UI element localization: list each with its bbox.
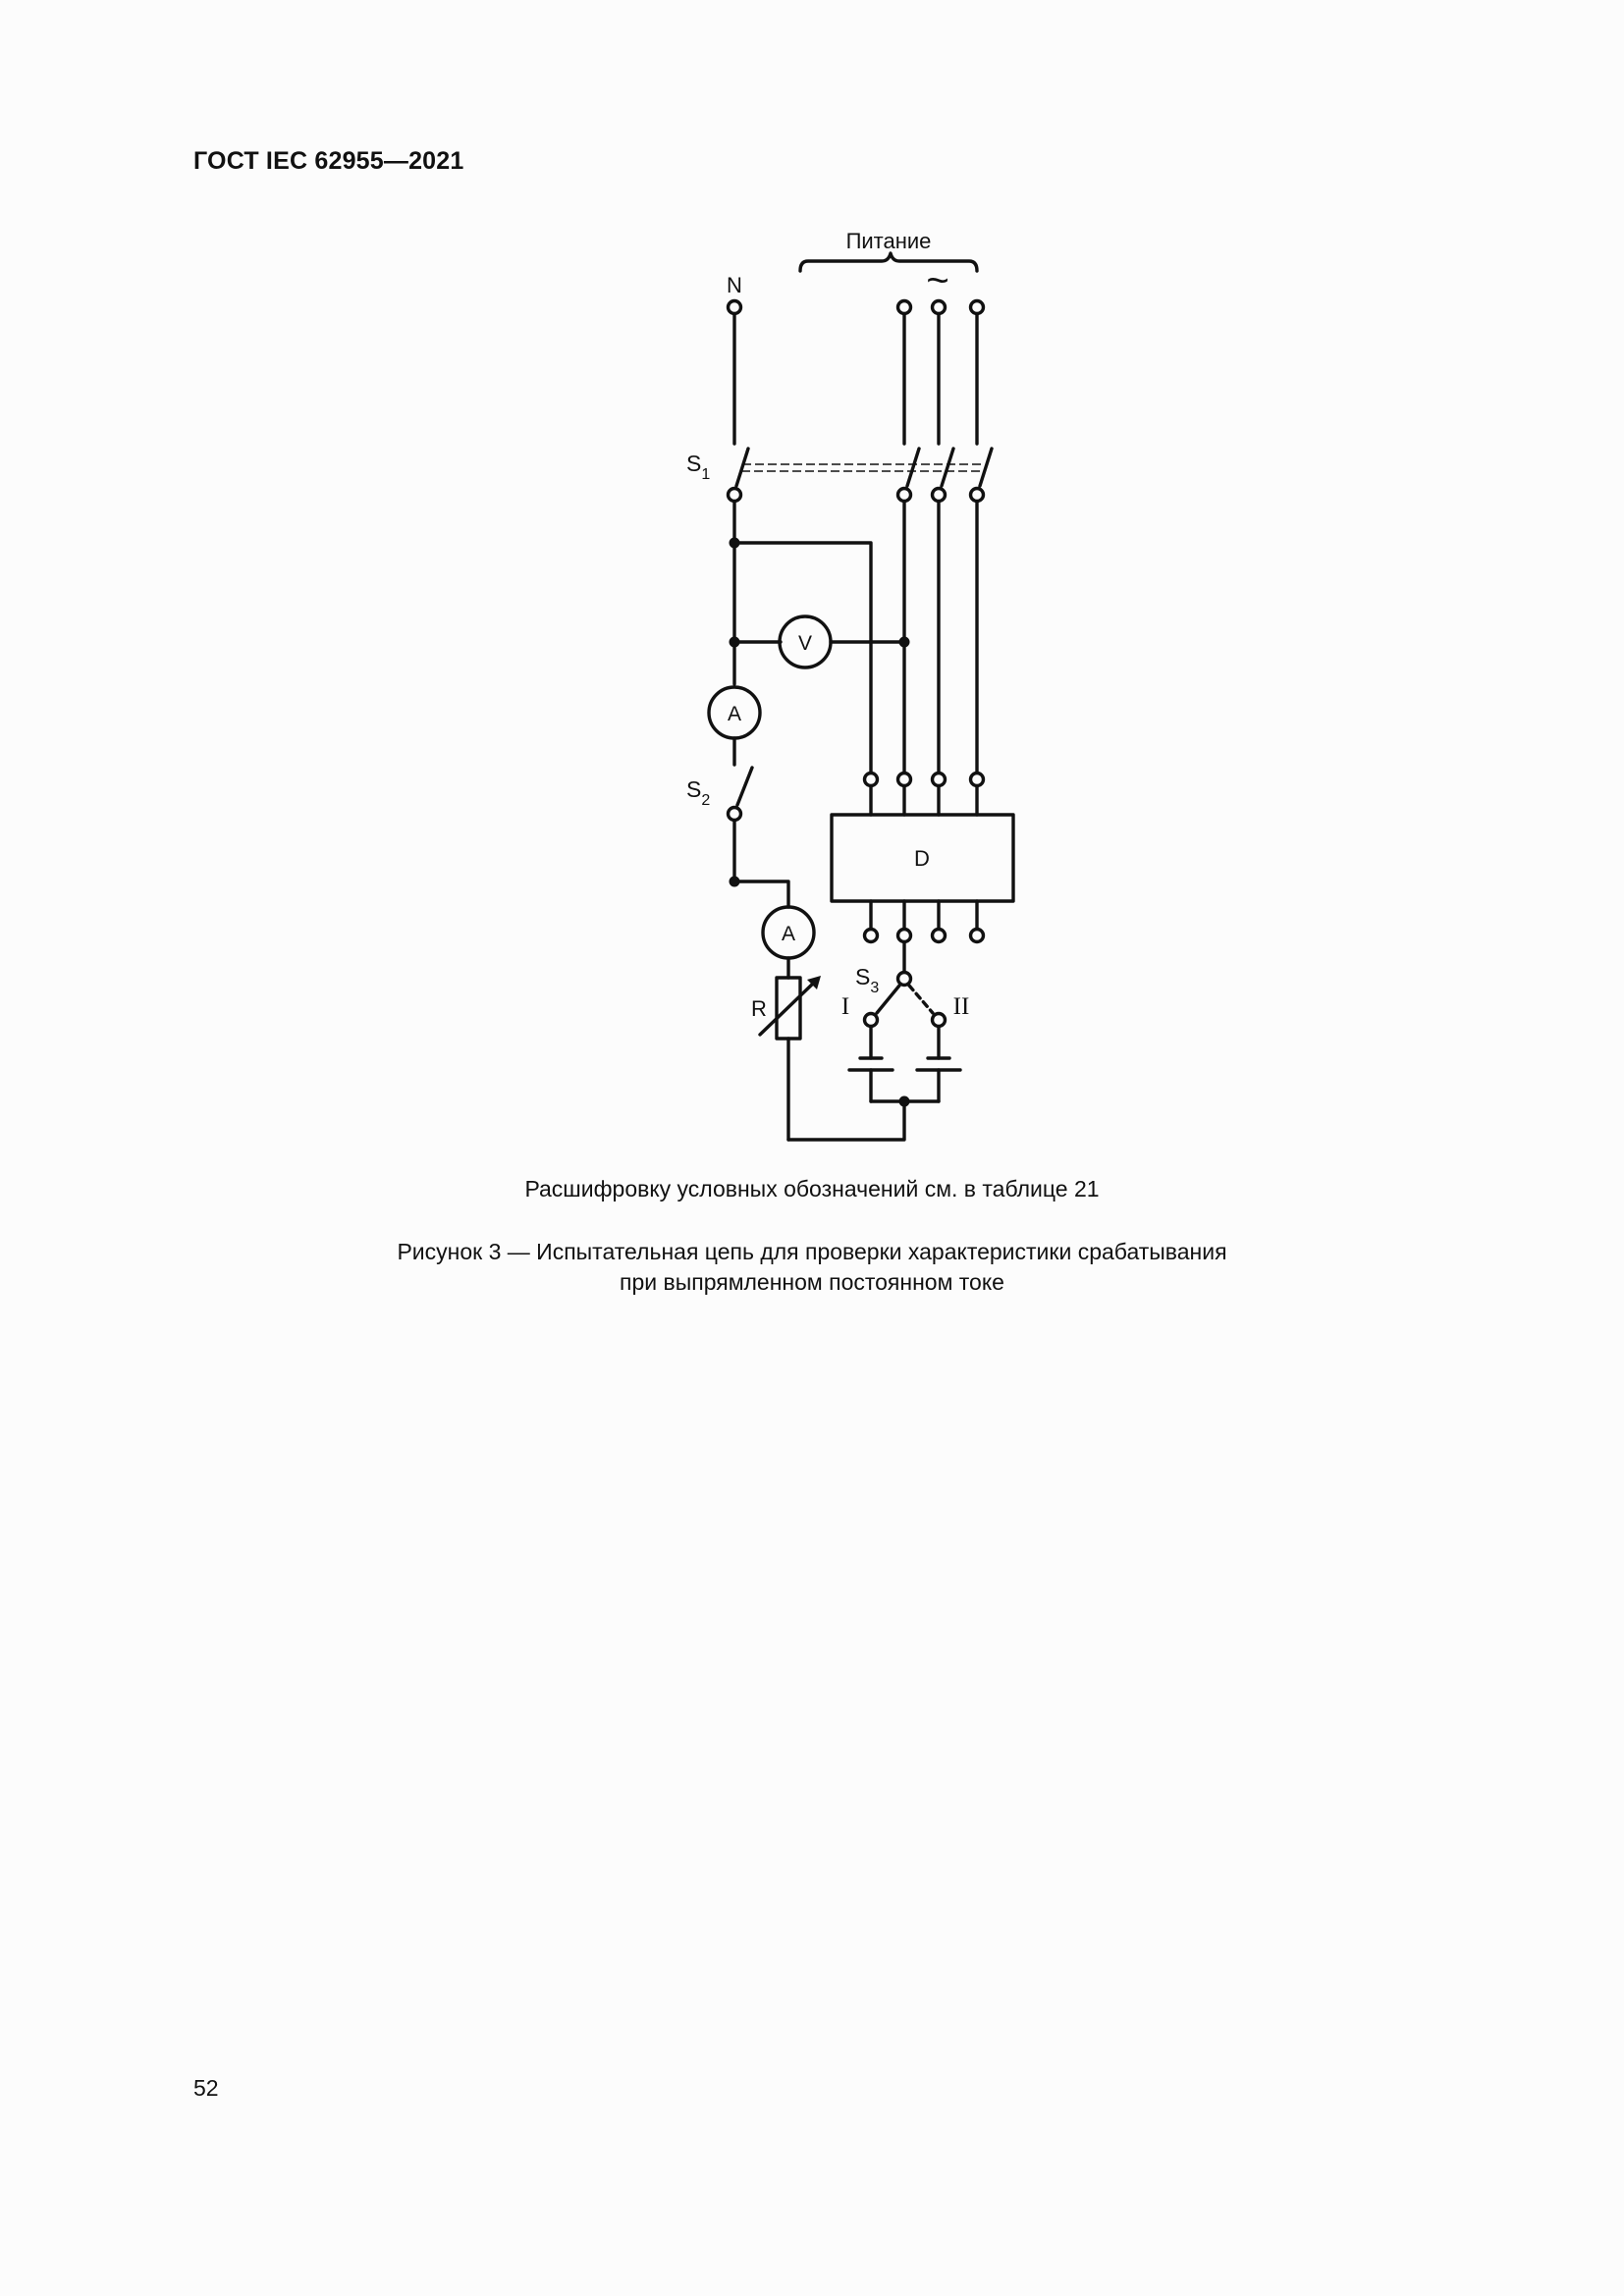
supply-label: Питание — [845, 229, 932, 253]
legend-note: Расшифровку условных обозначений см. в таблице 21 — [524, 1176, 1100, 1201]
page-number: 52 — [193, 2075, 219, 2101]
terminal-l1-top — [898, 301, 911, 314]
caption-line-2: при выпрямленном постоянном токе — [620, 1269, 1004, 1295]
s1-blade-l2 — [942, 449, 953, 486]
device-label: D — [914, 846, 930, 871]
s1-blade-l1 — [907, 449, 919, 486]
s3-blade-dashed — [909, 986, 933, 1013]
document-header: ГОСТ IEC 62955—2021 — [193, 147, 464, 175]
switch-s1-label: $S_1$ — [686, 451, 711, 483]
terminal-l2-top — [933, 301, 946, 314]
switch-s3-label: $S_3$ — [855, 964, 880, 996]
s3-blade — [877, 986, 899, 1013]
position-one-label: I — [840, 993, 850, 1020]
switch-s2-label: $S_2$ — [686, 776, 711, 809]
voltmeter-label: V — [797, 632, 813, 655]
s1-blade-l3 — [980, 449, 992, 486]
ammeter-2-label: A — [781, 923, 796, 945]
supply-brace — [800, 253, 977, 271]
terminal-n-top — [729, 301, 741, 314]
neutral-label: N — [727, 273, 742, 297]
s1-blade-n — [736, 449, 748, 486]
resistor-label: R — [751, 996, 767, 1021]
ac-symbol: ~ — [926, 259, 949, 302]
s2-blade — [737, 768, 752, 805]
terminal-l3-top — [971, 301, 984, 314]
caption-line-1: Рисунок 3 — Испытательная цепь для проверки характеристики срабатывания — [397, 1239, 1227, 1264]
position-two-label: II — [952, 993, 970, 1020]
ammeter-1-label: A — [727, 703, 742, 725]
figure-caption — [0, 1237, 1624, 1298]
